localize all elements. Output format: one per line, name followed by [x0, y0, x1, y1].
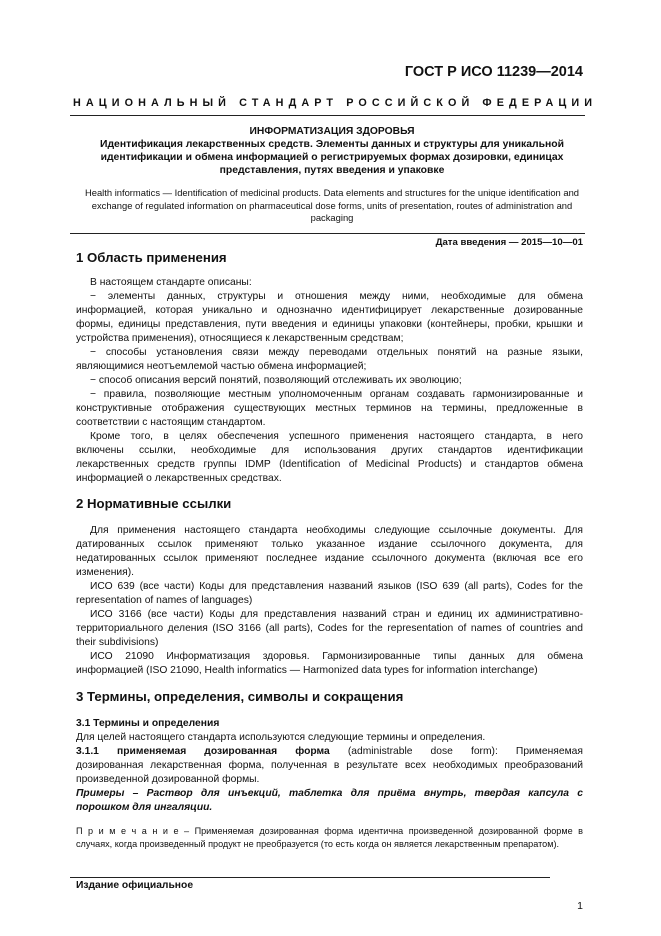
term-3-1-1 — [76, 746, 583, 757]
s1-line: − способы установления связи между переводами отдельных понятий на разные языки, — [90, 347, 583, 358]
s2-line: датированных ссылок применяют только указанное издание ссылочного документа, для — [76, 539, 583, 550]
s1-line: конструктивные отображения существующих местных терминов на термины, предложенные в — [76, 403, 583, 414]
s1-line: − правила, позволяющие местным уполномоченным органам создавать гармонизированные и — [90, 389, 583, 400]
s1-line: информацией о лекарственных средствах. — [76, 473, 282, 484]
s2-line: ИСО 21090 Информатизация здоровья. Гармонизированные типы данных для обмена — [90, 651, 583, 662]
title-ru-line: представления, путях введения и упаковке — [219, 165, 445, 176]
note-label: П р и м е ч а н и е — [76, 826, 179, 836]
s1-line: устройства применения), относящиеся к лекарственным средствам; — [76, 333, 404, 344]
title-ru-line: идентификации и обмена информацией о регистрируемых формах дозировки, единицах — [100, 152, 564, 163]
s1-line: − элементы данных, структуры и отношения между ними, необходимые для обмена — [90, 291, 583, 302]
footer-rule — [70, 877, 550, 878]
title-ru-line: Идентификация лекарственных средств. Элементы данных и структуры для уникальной — [99, 139, 565, 150]
s2-line: территориального деления (ISO 3166 (all parts), Codes for the representation of names of countries and — [76, 623, 583, 634]
note-text: – Применяемая дозированная форма идентична произведенной дозированной форме в — [178, 826, 583, 836]
title-rule — [70, 233, 585, 234]
s1-line: лекарственных средств группы IDMP (Identification of Medicinal Products) и стандартов обмена — [76, 459, 583, 470]
section-1-heading: 1 Область применения — [76, 250, 227, 265]
s1-line: информацией, которая уникально и однозначно идентифицирует лекарственные дозированные — [76, 305, 583, 316]
term-number: 3.1.1 — [76, 746, 99, 757]
document-code: ГОСТ Р ИСО 11239—2014 — [404, 64, 583, 80]
s1-line: Кроме того, в целях обеспечения успешного применения настоящего стандарта, в него — [90, 431, 583, 442]
s2-line: ИСО 639 (все части) Коды для представления названий языков (ISO 639 (all parts), Codes for the — [90, 581, 583, 592]
term-definition-line: произведенной дозированной формы. — [76, 774, 260, 785]
s1-line: В настоящем стандарте описаны: — [90, 277, 252, 288]
examples-line: порошком для ингаляции. — [76, 802, 213, 813]
header-rule — [70, 115, 585, 116]
s1-line: включены ссылки, необходимые для использования других стандартов идентификации — [76, 445, 583, 456]
title-main: ИНФОРМАТИЗАЦИЯ ЗДОРОВЬЯ — [249, 126, 415, 137]
s3-intro: Для целей настоящего стандарта используются следующие термины и определения. — [76, 732, 486, 743]
s1-line: являющимися неотъемлемой частью обмена информацией; — [76, 361, 367, 372]
section-3-heading: 3 Термины, определения, символы и сокращения — [76, 689, 404, 704]
s2-line: недатированных ссылок применяют последнее издание ссылочного документа (включая все его — [76, 553, 583, 564]
section-2-heading: 2 Нормативные ссылки — [76, 496, 232, 511]
title-en-line: Health informatics — Identification of medicinal products. Data elements and structures for the unique identification and — [84, 187, 579, 198]
examples-line: Примеры – Раствор для инъекций, таблетка для приёма внутрь, твердая капсула с — [76, 788, 583, 799]
s1-line: соответствии с настоящим стандартом. — [76, 417, 266, 428]
s2-line: ИСО 3166 (все части) Коды для представления названий стран и единиц их административно- — [90, 609, 583, 620]
term-definition-start: (administrable dose form): Применяемая — [347, 746, 583, 757]
national-standard-banner: НАЦИОНАЛЬНЫЙ СТАНДАРТ РОССИЙСКОЙ ФЕДЕРАЦИИ — [73, 97, 598, 109]
s2-line: Для применения настоящего стандарта необходимы следующие ссылочные документы. Для — [90, 525, 583, 536]
s2-line: изменения). — [76, 567, 134, 578]
note-line — [76, 826, 583, 836]
introduction-date: Дата введения — 2015—10—01 — [435, 237, 583, 248]
title-en-line: packaging — [310, 212, 354, 223]
s2-line: their subdivisions) — [76, 637, 159, 648]
s1-line: формы, единицы представления, пути введения и единицы упаковки (контейнеры, пробки, крышки и — [76, 319, 583, 330]
page-number: 1 — [577, 900, 583, 912]
term-name: применяемая дозированная форма — [117, 746, 330, 757]
s1-line: − способ описания версий понятий, позволяющий отслеживать их эволюцию; — [90, 375, 462, 386]
note-line: случаях, когда произведенный продукт не преобразуется (то есть когда он является лекарственным препаратом). — [76, 839, 560, 849]
s2-line: representation of names of languages) — [76, 595, 253, 606]
subsection-3-1-heading: 3.1 Термины и определения — [76, 718, 220, 729]
title-en-line: exchange of regulated information on pharmaceutical dose forms, units of presentation, routes of administration and — [91, 200, 573, 211]
s2-line: информацией (ISO 21090, Health informatics — Harmonized data types for information interchange) — [76, 665, 538, 676]
official-edition-label: Издание официальное — [76, 880, 194, 891]
term-definition-line: дозированная лекарственная форма, полученная в результате всех необходимых преобразований — [76, 760, 583, 771]
